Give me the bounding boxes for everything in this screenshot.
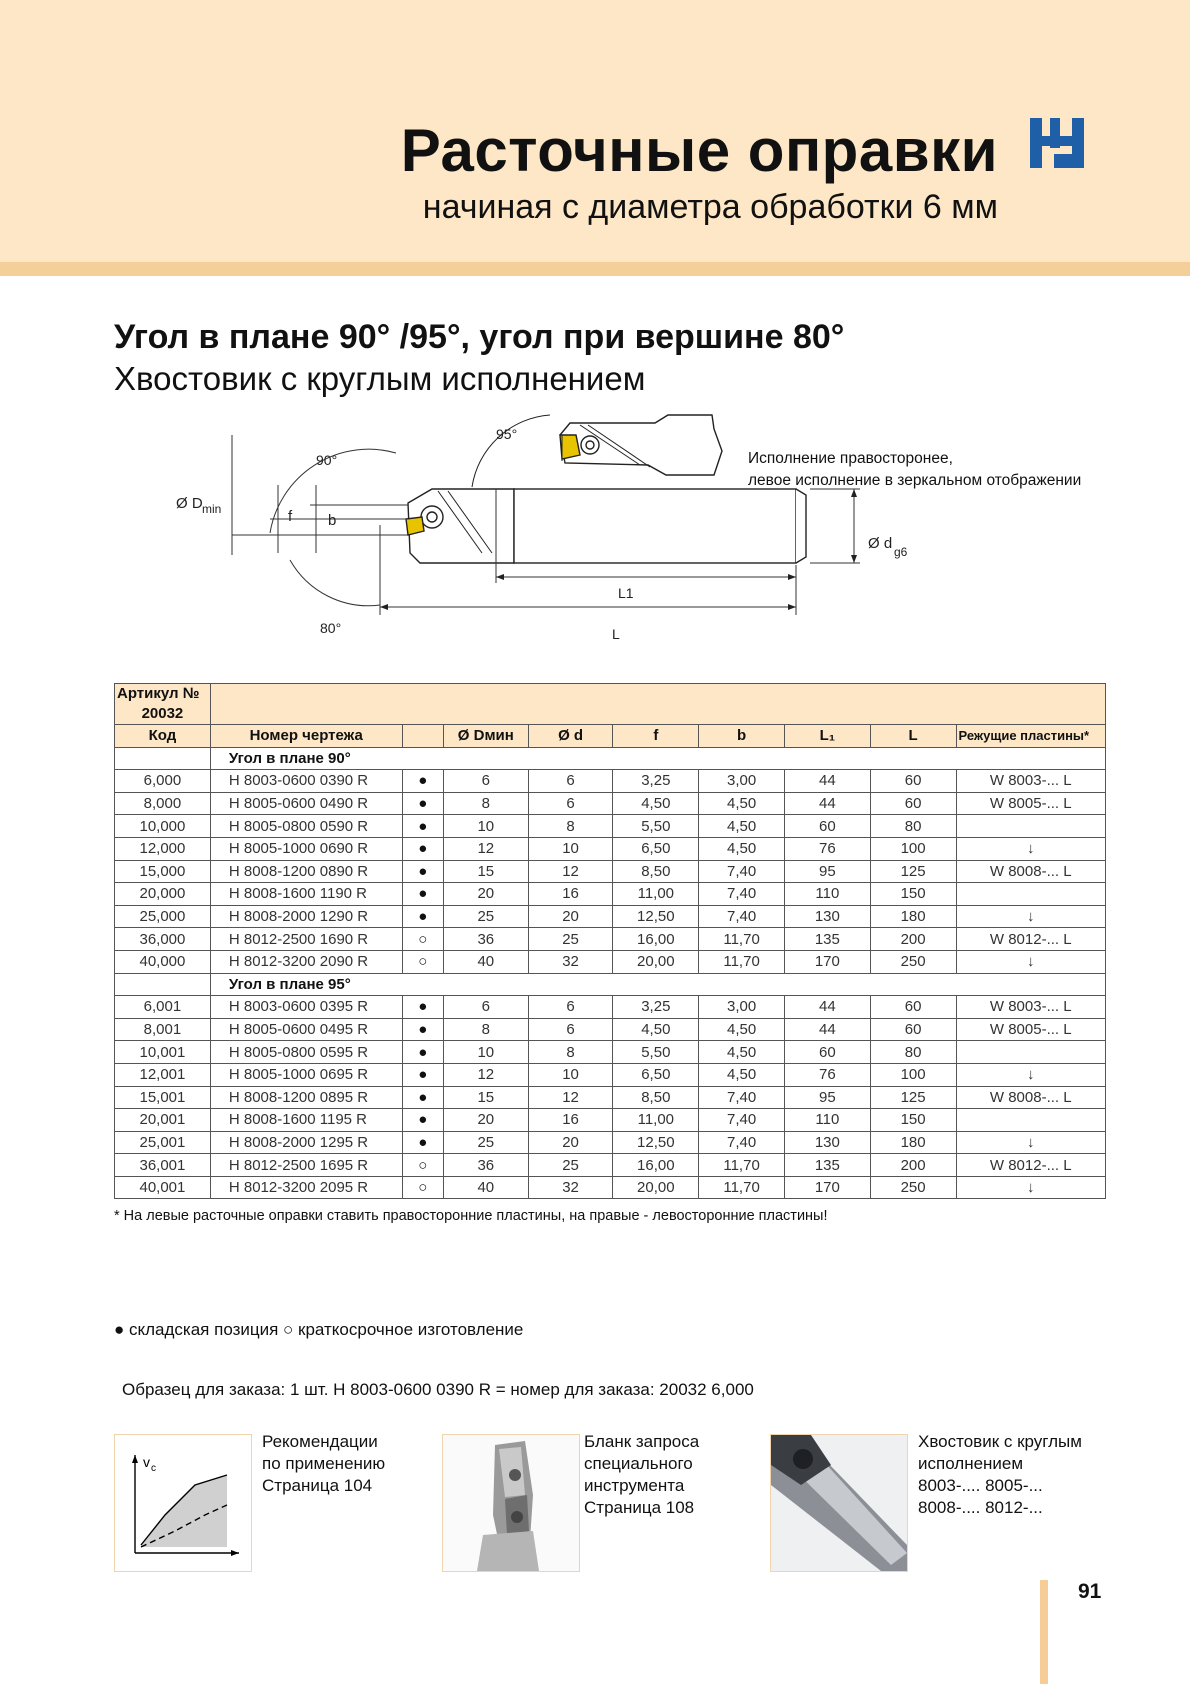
l1-label: L1 bbox=[618, 585, 634, 601]
table-cell: 76 bbox=[784, 837, 870, 860]
table-cell: ● bbox=[402, 1041, 443, 1064]
table-row bbox=[115, 815, 1106, 838]
table-cell: 16 bbox=[528, 1109, 613, 1132]
table-cell: 4,50 bbox=[699, 1018, 785, 1041]
table-cell: 60 bbox=[784, 815, 870, 838]
table-cell: 110 bbox=[784, 883, 870, 906]
table-cell bbox=[956, 1041, 1106, 1064]
table-cell: 4,50 bbox=[699, 792, 785, 815]
angle-95-label: 95° bbox=[496, 426, 518, 442]
table-cell: 5,50 bbox=[613, 1041, 699, 1064]
card-round-shank-text bbox=[918, 1431, 1082, 1519]
table-cell: 25,001 bbox=[115, 1131, 211, 1154]
table-cell: 6,000 bbox=[115, 770, 211, 793]
table-cell: 44 bbox=[784, 996, 870, 1019]
table-cell: W 8008-... L bbox=[956, 1086, 1106, 1109]
table-cell: ● bbox=[402, 996, 443, 1019]
card-special-request-text bbox=[584, 1431, 699, 1519]
table-cell: 20 bbox=[528, 1131, 613, 1154]
table-cell: H 8005-0800 0590 R bbox=[210, 815, 402, 838]
table-cell: 125 bbox=[870, 1086, 956, 1109]
table-cell: H 8005-1000 0695 R bbox=[210, 1063, 402, 1086]
table-cell: H 8003-0600 0390 R bbox=[210, 770, 402, 793]
table-cell: 180 bbox=[870, 1131, 956, 1154]
dmin-label: Ø D bbox=[176, 495, 203, 512]
table-row bbox=[115, 1086, 1106, 1109]
group-spacer-cell bbox=[115, 973, 211, 996]
table-cell: 80 bbox=[870, 1041, 956, 1064]
card-2-line-1: Бланк запроса bbox=[584, 1432, 700, 1451]
column-header: Режущие пластины* bbox=[956, 725, 1106, 748]
table-cell: 20,001 bbox=[115, 1109, 211, 1132]
table-cell: ↓ bbox=[956, 837, 1106, 860]
table-cell: 6,50 bbox=[613, 837, 699, 860]
table-cell: 11,00 bbox=[613, 1109, 699, 1132]
table-cell: 15,000 bbox=[115, 860, 211, 883]
table-cell: 36 bbox=[443, 928, 528, 951]
table-cell: 12 bbox=[528, 1086, 613, 1109]
table-cell: H 8005-0800 0595 R bbox=[210, 1041, 402, 1064]
table-cell: 8,50 bbox=[613, 1086, 699, 1109]
table-cell: 6 bbox=[528, 792, 613, 815]
table-cell: ● bbox=[402, 792, 443, 815]
table-cell: 60 bbox=[870, 792, 956, 815]
table-cell: 6,001 bbox=[115, 996, 211, 1019]
table-cell: 4,50 bbox=[699, 1041, 785, 1064]
table-cell: 20,000 bbox=[115, 883, 211, 906]
footnote: * На левые расточные оправки ставить правосторонние пластины, на правые - левосторонние пластины! bbox=[114, 1208, 828, 1224]
b-label: b bbox=[328, 512, 337, 529]
table-cell: 11,70 bbox=[699, 1154, 785, 1177]
table-cell: H 8008-1600 1190 R bbox=[210, 883, 402, 906]
table-cell: 12,50 bbox=[613, 905, 699, 928]
table-cell: 110 bbox=[784, 1109, 870, 1132]
table-cell: ○ bbox=[402, 950, 443, 973]
table-cell: H 8008-2000 1295 R bbox=[210, 1131, 402, 1154]
table-cell: ● bbox=[402, 1018, 443, 1041]
card-2-line-4: Страница 108 bbox=[584, 1498, 695, 1517]
table-row bbox=[115, 1176, 1106, 1199]
article-header-fill bbox=[210, 684, 1105, 725]
table-cell: H 8005-0600 0495 R bbox=[210, 1018, 402, 1041]
table-cell: 130 bbox=[784, 1131, 870, 1154]
table-cell: 44 bbox=[784, 770, 870, 793]
article-label: Артикул № bbox=[117, 685, 200, 702]
d-label: Ø d bbox=[868, 535, 893, 552]
table-cell: 80 bbox=[870, 815, 956, 838]
table-cell: 250 bbox=[870, 1176, 956, 1199]
table-cell: 250 bbox=[870, 950, 956, 973]
column-header: L bbox=[870, 725, 956, 748]
table-cell: ↓ bbox=[956, 905, 1106, 928]
table-cell: H 8005-1000 0690 R bbox=[210, 837, 402, 860]
article-cell bbox=[115, 684, 211, 725]
table-cell: 5,50 bbox=[613, 815, 699, 838]
table-cell: ○ bbox=[402, 1154, 443, 1177]
table-cell: 25 bbox=[528, 1154, 613, 1177]
stock-legend: ● складская позиция ○ краткосрочное изготовление bbox=[114, 1320, 524, 1339]
graph-vc-sub-label: c bbox=[151, 1463, 156, 1474]
table-cell: H 8012-3200 2095 R bbox=[210, 1176, 402, 1199]
table-row bbox=[115, 1018, 1106, 1041]
table-cell: 100 bbox=[870, 837, 956, 860]
table-cell: 3,00 bbox=[699, 996, 785, 1019]
table-cell: H 8012-2500 1690 R bbox=[210, 928, 402, 951]
table-cell: 7,40 bbox=[699, 883, 785, 906]
column-header: b bbox=[699, 725, 785, 748]
table-cell: 100 bbox=[870, 1063, 956, 1086]
table-cell: 12 bbox=[443, 1063, 528, 1086]
table-cell: 8 bbox=[443, 1018, 528, 1041]
table-cell: 36 bbox=[443, 1154, 528, 1177]
table-cell: 25 bbox=[443, 905, 528, 928]
table-cell: 8,000 bbox=[115, 792, 211, 815]
table-row bbox=[115, 950, 1106, 973]
table-cell: 180 bbox=[870, 905, 956, 928]
table-row bbox=[115, 996, 1106, 1019]
table-cell: 3,25 bbox=[613, 770, 699, 793]
table-row bbox=[115, 1063, 1106, 1086]
table-cell: 4,50 bbox=[699, 837, 785, 860]
application-graph-image bbox=[114, 1434, 252, 1572]
table-cell: 10 bbox=[443, 1041, 528, 1064]
table-row bbox=[115, 883, 1106, 906]
section-subtitle: Хвостовик с круглым исполнением bbox=[114, 360, 646, 397]
page-number: 91 bbox=[1078, 1580, 1102, 1603]
table-cell: 11,70 bbox=[699, 950, 785, 973]
table-cell: ○ bbox=[402, 1176, 443, 1199]
table-cell bbox=[956, 1109, 1106, 1132]
table-cell: 3,00 bbox=[699, 770, 785, 793]
table-row bbox=[115, 1041, 1106, 1064]
table-cell: 12,000 bbox=[115, 837, 211, 860]
column-header: Код bbox=[115, 725, 211, 748]
round-shank-photo bbox=[770, 1434, 908, 1572]
graph-vc-label: v bbox=[143, 1454, 150, 1470]
group-header-row bbox=[115, 747, 1106, 770]
table-cell: 11,00 bbox=[613, 883, 699, 906]
table-cell: 25 bbox=[528, 928, 613, 951]
dmin-sub-label: min bbox=[202, 502, 222, 516]
table-cell: ● bbox=[402, 837, 443, 860]
table-cell: 32 bbox=[528, 1176, 613, 1199]
execution-note bbox=[748, 448, 1081, 492]
table-cell: 36,001 bbox=[115, 1154, 211, 1177]
table-cell: 36,000 bbox=[115, 928, 211, 951]
table-cell: W 8005-... L bbox=[956, 792, 1106, 815]
table-cell: H 8012-3200 2090 R bbox=[210, 950, 402, 973]
table-cell: 6 bbox=[528, 1018, 613, 1041]
table-cell: 40 bbox=[443, 1176, 528, 1199]
table-row bbox=[115, 928, 1106, 951]
table-cell: 60 bbox=[870, 996, 956, 1019]
table-cell: 8 bbox=[443, 792, 528, 815]
table-cell: 170 bbox=[784, 950, 870, 973]
table-cell: 170 bbox=[784, 1176, 870, 1199]
table-cell: 20 bbox=[443, 883, 528, 906]
table-row bbox=[115, 770, 1106, 793]
table-cell: 130 bbox=[784, 905, 870, 928]
column-header bbox=[402, 725, 443, 748]
table-cell: 4,50 bbox=[699, 1063, 785, 1086]
page-title: Расточные оправки bbox=[400, 117, 998, 184]
table-cell: 44 bbox=[784, 1018, 870, 1041]
boring-bar-drawing bbox=[170, 405, 1110, 665]
group-label: Угол в плане 95° bbox=[210, 973, 1105, 996]
table-cell: 11,70 bbox=[699, 928, 785, 951]
table-cell: 8,50 bbox=[613, 860, 699, 883]
table-cell: 6 bbox=[443, 770, 528, 793]
table-cell: 4,50 bbox=[613, 1018, 699, 1041]
table-cell: ● bbox=[402, 1063, 443, 1086]
card-3-line-3: 8003-.... 8005-... bbox=[918, 1476, 1043, 1495]
f-label: f bbox=[288, 508, 293, 525]
table-row bbox=[115, 1131, 1106, 1154]
table-cell: 7,40 bbox=[699, 860, 785, 883]
table-cell: ↓ bbox=[956, 950, 1106, 973]
special-tool-photo bbox=[442, 1434, 580, 1572]
table-row bbox=[115, 1154, 1106, 1177]
table-cell: ● bbox=[402, 883, 443, 906]
page-bar bbox=[1040, 1580, 1048, 1684]
table-cell: 12,001 bbox=[115, 1063, 211, 1086]
table-cell: 6 bbox=[528, 996, 613, 1019]
table-cell: 7,40 bbox=[699, 1086, 785, 1109]
table-cell: W 8008-... L bbox=[956, 860, 1106, 883]
table-cell: W 8003-... L bbox=[956, 996, 1106, 1019]
table-cell: H 8008-1200 0895 R bbox=[210, 1086, 402, 1109]
table-cell: ● bbox=[402, 1086, 443, 1109]
column-header: L₁ bbox=[784, 725, 870, 748]
table-cell: 150 bbox=[870, 1109, 956, 1132]
table-cell bbox=[956, 883, 1106, 906]
table-cell: 135 bbox=[784, 928, 870, 951]
table-cell: 20 bbox=[528, 905, 613, 928]
table-cell: 20 bbox=[443, 1109, 528, 1132]
table-cell: ↓ bbox=[956, 1131, 1106, 1154]
table-cell: W 8012-... L bbox=[956, 1154, 1106, 1177]
table-cell: 7,40 bbox=[699, 1109, 785, 1132]
column-header: Номер чертежа bbox=[210, 725, 402, 748]
table-cell: 44 bbox=[784, 792, 870, 815]
table-cell: ● bbox=[402, 815, 443, 838]
table-cell: ↓ bbox=[956, 1176, 1106, 1199]
card-1-line-3: Страница 104 bbox=[262, 1476, 373, 1495]
table-cell: 150 bbox=[870, 883, 956, 906]
column-header: Ø Dмин bbox=[443, 725, 528, 748]
table-row bbox=[115, 905, 1106, 928]
card-3-line-2: исполнением bbox=[918, 1454, 1024, 1473]
angle-80-label: 80° bbox=[320, 620, 342, 636]
table-cell: H 8008-1600 1195 R bbox=[210, 1109, 402, 1132]
table-cell: 40,000 bbox=[115, 950, 211, 973]
table-cell: H 8003-0600 0395 R bbox=[210, 996, 402, 1019]
card-1-line-2: по применению bbox=[262, 1454, 386, 1473]
table-cell: 4,50 bbox=[699, 815, 785, 838]
table-cell: 16,00 bbox=[613, 1154, 699, 1177]
column-header: f bbox=[613, 725, 699, 748]
table-cell: W 8003-... L bbox=[956, 770, 1106, 793]
table-cell: H 8008-1200 0890 R bbox=[210, 860, 402, 883]
section-title: Угол в плане 90° /95°, угол при вершине 80° bbox=[114, 318, 845, 356]
order-example: Образец для заказа: 1 шт. H 8003-0600 0390 R = номер для заказа: 20032 6,000 bbox=[122, 1380, 754, 1399]
table-cell bbox=[956, 815, 1106, 838]
table-cell: 8 bbox=[528, 1041, 613, 1064]
table-cell: H 8008-2000 1290 R bbox=[210, 905, 402, 928]
article-number: 20032 bbox=[141, 705, 184, 722]
column-header: Ø d bbox=[528, 725, 613, 748]
table-cell: 60 bbox=[870, 1018, 956, 1041]
column-header-row bbox=[115, 725, 1106, 748]
table-cell: 10,000 bbox=[115, 815, 211, 838]
card-2-line-2: специального bbox=[584, 1454, 693, 1473]
table-cell: 15,001 bbox=[115, 1086, 211, 1109]
table-cell: 12 bbox=[443, 837, 528, 860]
table-cell: 25,000 bbox=[115, 905, 211, 928]
group-header-row bbox=[115, 973, 1106, 996]
table-cell: 125 bbox=[870, 860, 956, 883]
table-cell: 10 bbox=[528, 837, 613, 860]
table-cell: 3,25 bbox=[613, 996, 699, 1019]
table-cell: 200 bbox=[870, 928, 956, 951]
table-row bbox=[115, 792, 1106, 815]
table-cell: 32 bbox=[528, 950, 613, 973]
table-cell: 12 bbox=[528, 860, 613, 883]
table-cell: 15 bbox=[443, 1086, 528, 1109]
table-cell: 135 bbox=[784, 1154, 870, 1177]
group-spacer-cell bbox=[115, 747, 211, 770]
angle-90-label: 90° bbox=[316, 452, 338, 468]
table-cell: 6,50 bbox=[613, 1063, 699, 1086]
main-bar bbox=[406, 489, 806, 563]
table-cell: 10 bbox=[443, 815, 528, 838]
table-cell: ● bbox=[402, 1109, 443, 1132]
table-cell: 95 bbox=[784, 1086, 870, 1109]
table-cell: 6 bbox=[528, 770, 613, 793]
card-2-line-3: инструмента bbox=[584, 1476, 685, 1495]
spec-table bbox=[114, 683, 1106, 1199]
note-line-1: Исполнение правосторонее, bbox=[748, 450, 953, 467]
table-cell: 20,00 bbox=[613, 1176, 699, 1199]
table-cell: W 8012-... L bbox=[956, 928, 1106, 951]
group-label: Угол в плане 90° bbox=[210, 747, 1105, 770]
card-1-line-1: Рекомендации bbox=[262, 1432, 378, 1451]
table-cell: ● bbox=[402, 905, 443, 928]
spec-table-body bbox=[115, 747, 1106, 1199]
table-cell: 7,40 bbox=[699, 1131, 785, 1154]
table-cell: ○ bbox=[402, 928, 443, 951]
table-cell: 76 bbox=[784, 1063, 870, 1086]
d-sub-label: g6 bbox=[894, 545, 908, 559]
table-cell: 20,00 bbox=[613, 950, 699, 973]
table-cell: ● bbox=[402, 860, 443, 883]
table-cell: 8 bbox=[528, 815, 613, 838]
table-row bbox=[115, 837, 1106, 860]
table-cell: 7,40 bbox=[699, 905, 785, 928]
table-cell: 40,001 bbox=[115, 1176, 211, 1199]
table-cell: 10 bbox=[528, 1063, 613, 1086]
table-cell: 60 bbox=[870, 770, 956, 793]
table-cell: 16 bbox=[528, 883, 613, 906]
table-cell: 25 bbox=[443, 1131, 528, 1154]
table-cell: ● bbox=[402, 1131, 443, 1154]
table-cell: 12,50 bbox=[613, 1131, 699, 1154]
table-cell: W 8005-... L bbox=[956, 1018, 1106, 1041]
table-cell: 11,70 bbox=[699, 1176, 785, 1199]
page-subtitle: начиная с диаметра обработки 6 мм bbox=[422, 188, 998, 226]
table-cell: 200 bbox=[870, 1154, 956, 1177]
card-3-line-1: Хвостовик с круглым bbox=[918, 1432, 1082, 1451]
table-row bbox=[115, 860, 1106, 883]
table-cell: 60 bbox=[784, 1041, 870, 1064]
table-cell: 8,001 bbox=[115, 1018, 211, 1041]
table-cell: H 8012-2500 1695 R bbox=[210, 1154, 402, 1177]
table-cell: 40 bbox=[443, 950, 528, 973]
l-label: L bbox=[612, 626, 620, 642]
card-recommendations-text bbox=[262, 1431, 385, 1497]
table-row bbox=[115, 1109, 1106, 1132]
table-cell: ↓ bbox=[956, 1063, 1106, 1086]
note-line-2: левое исполнение в зеркальном отображении bbox=[748, 472, 1082, 489]
card-3-line-4: 8008-.... 8012-... bbox=[918, 1498, 1043, 1517]
table-cell: 95 bbox=[784, 860, 870, 883]
table-cell: 15 bbox=[443, 860, 528, 883]
table-cell: 4,50 bbox=[613, 792, 699, 815]
table-cell: 16,00 bbox=[613, 928, 699, 951]
table-cell: H 8005-0600 0490 R bbox=[210, 792, 402, 815]
table-cell: 10,001 bbox=[115, 1041, 211, 1064]
table-cell: 6 bbox=[443, 996, 528, 1019]
brand-logo-icon bbox=[1028, 114, 1086, 172]
table-cell: ● bbox=[402, 770, 443, 793]
